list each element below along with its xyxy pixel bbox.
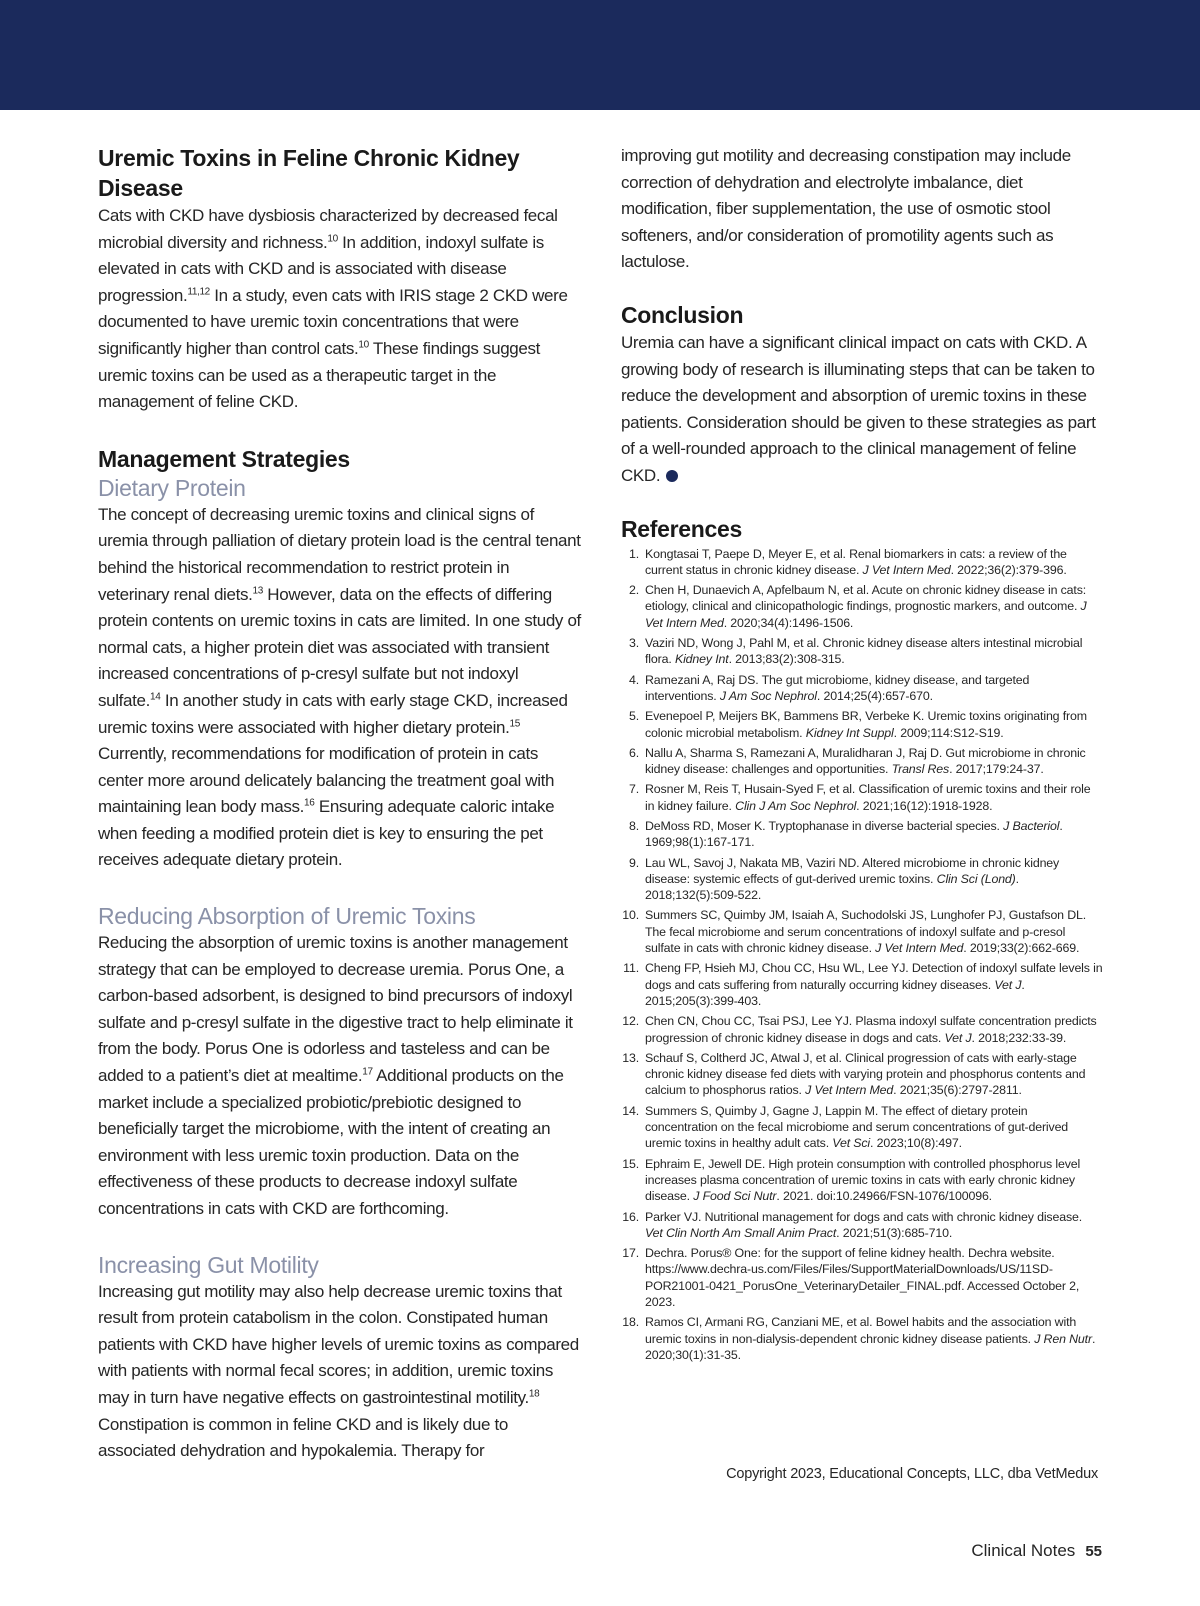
reference-text: DeMoss RD, Moser K. Tryptophanase in diverse bacterial species.	[645, 818, 1004, 833]
reference-item	[621, 582, 1103, 631]
reference-item	[621, 1245, 1103, 1310]
reference-item	[621, 818, 1103, 851]
reference-text: Summers SC, Quimby JM, Isaiah A, Suchodolski JS, Lunghofer PJ, Gustafson DL. The fecal microbiome and serum concentrations of indoxyl sulfate and p-cresol sulfate in cats with chronic kidney disease.	[645, 908, 1087, 956]
reference-item	[621, 907, 1103, 956]
left-column	[98, 143, 584, 1465]
subheading-gut-motility: Increasing Gut Motility	[98, 1251, 319, 1278]
reference-journal: J Vet Intern Med	[645, 599, 1087, 630]
reference-citation: . 2015;205(3):399-403.	[645, 977, 1025, 1008]
reference-text: Chen H, Dunaevich A, Apfelbaum N, et al. Acute on chronic kidney disease in cats: etiology, clinical and clinicopathologic findings, prognostic markers, and outcome.	[645, 583, 1087, 614]
right-column	[621, 143, 1103, 1367]
reference-journal: J Vet Intern Med	[862, 562, 951, 577]
paragraph-reducing-absorption: Reducing the absorption of uremic toxins is another management strategy that can be employed to decrease uremia. Porus One, a carbon-based adsorbent, is designed to bind precursors of indoxyl sulfate and p-cresyl sulfate in the digestive tract to help eliminate it from the body. Porus One is odorless and tasteless and can be added to a patient’s diet at mealtime.$^{17}$ Additional products on the market include a specialized probiotic/prebiotic designed to beneficially target the microbiome, with the intent of creating an environment with less uremic toxin production. Data on the effectiveness of these products to decrease indoxyl sulfate concentrations in cats with CKD are forthcoming.	[98, 933, 573, 1218]
reference-citation: . 2018;232:33-39.	[971, 1030, 1067, 1045]
subheading-reducing-absorption: Reducing Absorption of Uremic Toxins	[98, 903, 476, 930]
reference-number: 9.	[628, 855, 639, 870]
reference-number: 2.	[628, 583, 639, 598]
reference-journal: J Bacteriol	[1003, 818, 1060, 833]
reference-text: Schauf S, Coltherd JC, Atwal J, et al. Clinical progression of cats with early-stage chronic kidney disease fed diets with varying protein and phosphorus contents and calcium to phosphorus ratios.	[645, 1050, 1086, 1098]
reference-journal: Vet J	[994, 977, 1022, 992]
reference-number: 1.	[628, 546, 639, 561]
reference-number: 3.	[628, 636, 639, 651]
end-mark-icon	[666, 470, 678, 482]
reference-journal: Clin J Am Soc Nephrol	[735, 798, 857, 813]
reference-item	[621, 1013, 1103, 1046]
reference-item	[621, 1103, 1103, 1152]
header-banner	[0, 0, 1200, 110]
reference-text: Vaziri ND, Wong J, Pahl M, et al. Chronic kidney disease alters intestinal microbial flora.	[645, 636, 1083, 667]
page-number: 55	[1085, 1543, 1102, 1560]
reference-number: 10.	[622, 908, 639, 923]
copyright-text: Copyright 2023, Educational Concepts, LLC, dba VetMedux	[726, 1466, 1098, 1482]
reference-item	[621, 1314, 1103, 1363]
reference-number: 13.	[622, 1050, 639, 1065]
reference-text: Kongtasai T, Paepe D, Meyer E, et al. Renal biomarkers in cats: a review of the current status in chronic kidney disease.	[645, 546, 1067, 577]
reference-text: Evenepoel P, Meijers BK, Bammens BR, Verbeke K. Uremic toxins originating from colonic microbial metabolism.	[645, 709, 1087, 740]
reference-number: 4.	[628, 672, 639, 687]
reference-citation: . 2014;25(4):657-670.	[816, 688, 933, 703]
section-title-uremic-toxins: Uremic Toxins in Feline Chronic Kidney Disease	[98, 145, 520, 201]
reference-text: Ramos CI, Armani RG, Canziani ME, et al. Bowel habits and the association with uremic toxins in non-dialysis-dependent chronic kidney disease patients.	[645, 1315, 1077, 1346]
reference-item	[621, 708, 1103, 741]
reference-citation: . 2022;36(2):379-396.	[950, 562, 1067, 577]
reference-journal: Kidney Int	[674, 652, 729, 667]
reference-citation: . 2021;16(12):1918-1928.	[856, 798, 993, 813]
reference-item	[621, 745, 1103, 778]
reference-citation: . 2013;83(2):308-315.	[728, 652, 845, 667]
paragraph-uremic-toxins: Cats with CKD have dysbiosis characterized by decreased fecal microbial diversity and richness.$^{10}$ In addition, indoxyl sulfate is elevated in cats with CKD and is associated with disease progression.$^{11,12}$ In a study, even cats with IRIS stage 2 CKD were documented to have uremic toxin concentrations that were significantly higher than control cats.$^{10}$ These findings suggest uremic toxins can be used as a therapeutic target in the management of feline CKD.	[98, 206, 568, 412]
reference-text: Dechra. Porus® One: for the support of feline kidney health. Dechra website. https://www.dechra-us.com/Files/Files/SupportMaterialDownloads/US/11SD-POR21001-0421_PorusOne_VeterinaryDetailer_FINAL.pdf. Accessed October 2, 2023.	[645, 1246, 1080, 1309]
reference-journal: J Ren Nutr	[1034, 1331, 1092, 1346]
reference-citation: . 2009;114:S12-S19.	[893, 725, 1004, 740]
reference-item	[621, 1050, 1103, 1099]
reference-journal: Transl Res	[891, 762, 950, 777]
reference-journal: J Vet Intern Med	[805, 1083, 894, 1098]
paragraph-dietary-protein: The concept of decreasing uremic toxins and clinical signs of uremia through palliation of dietary protein load is the central tenant behind the historical recommendation to restrict protein in veterinary renal diets.$^{13}$ However, data on the effects of differing protein contents on uremic toxins in cats are limited. In one study of normal cats, a higher protein diet was associated with transient increased concentrations of p-cresyl sulfate but not indoxyl sulfate.$^{14}$ In another study in cats with early stage CKD, increased uremic toxins were associated with higher dietary protein.$^{15}$ Currently, recommendations for modification of protein in cats center more around delicately balancing the treatment goal with maintaining lean body mass.$^{16}$ Ensuring adequate caloric intake when feeding a modified protein diet is key to ensuring the pet receives adequate dietary protein.	[98, 504, 581, 870]
reference-item	[621, 1209, 1103, 1242]
reference-journal: Vet Sci	[832, 1136, 871, 1151]
references-list	[621, 546, 1103, 1364]
reference-citation: . 2018;132(5):509-522.	[645, 871, 1019, 903]
reference-text: Ramezani A, Raj DS. The gut microbiome, kidney disease, and targeted interventions.	[645, 672, 1030, 703]
reference-journal: J Food Sci Nutr	[693, 1189, 777, 1204]
reference-citation: . 2019;33(2):662-669.	[963, 941, 1080, 956]
paragraph-gut-motility: Increasing gut motility may also help decrease uremic toxins that result from protein catabolism in the colon. Constipated human patients with CKD have higher levels of uremic toxins as compared with patients with normal fecal scores; in addition, uremic toxins may in turn have negative effects on gastrointestinal motility.$^{18}$ Constipation is common in feline CKD and is likely due to associated dehydration and hypokalemia. Therapy for	[98, 1281, 579, 1461]
reference-journal: J Am Soc Nephrol	[719, 688, 817, 703]
reference-journal: Vet J	[944, 1030, 972, 1045]
reference-text: Nallu A, Sharma S, Ramezani A, Muralidharan J, Raj D. Gut microbiome in chronic kidney disease: challenges and opportunities.	[645, 745, 1086, 777]
reference-text: Ephraim E, Jewell DE. High protein consumption with controlled phosphorus level increases plasma concentration of uremic toxins in cats with early chronic kidney disease.	[645, 1156, 1081, 1204]
footer-section-name: Clinical Notes	[971, 1541, 1076, 1560]
section-title-conclusion: Conclusion	[621, 301, 744, 328]
reference-item	[621, 672, 1103, 705]
reference-citation: . 2023;10(8):497.	[870, 1136, 962, 1151]
reference-item	[621, 546, 1103, 579]
page-footer	[971, 1541, 1102, 1561]
reference-text: Chen CN, Chou CC, Tsai PSJ, Lee YJ. Plasma indoxyl sulfate concentration predicts progression of chronic kidney disease in dogs and cats.	[645, 1014, 1097, 1045]
reference-citation: . 2021;35(6):2797-2811.	[893, 1083, 1022, 1098]
reference-item	[621, 635, 1103, 668]
reference-citation: . 2020;30(1):31-35.	[645, 1331, 1096, 1362]
section-title-references: References	[621, 515, 743, 542]
reference-journal: Clin Sci (Lond)	[936, 871, 1016, 886]
reference-number: 17.	[622, 1246, 639, 1261]
reference-number: 6.	[628, 745, 639, 760]
reference-text: Cheng FP, Hsieh MJ, Chou CC, Hsu WL, Lee YJ. Detection of indoxyl sulfate levels in dogs and cats suffering from naturally occurring kidney diseases.	[645, 961, 1103, 992]
reference-item	[621, 781, 1103, 814]
reference-item	[621, 855, 1103, 904]
reference-citation: . 2017;179:24-37.	[949, 762, 1044, 777]
reference-number: 8.	[628, 818, 639, 833]
reference-number: 11.	[623, 961, 639, 976]
reference-citation: . 2021. doi:10.24966/FSN-1076/100096.	[776, 1189, 992, 1204]
reference-citation: . 2021;51(3):685-710.	[836, 1225, 953, 1240]
subheading-dietary-protein: Dietary Protein	[98, 474, 246, 501]
reference-text: Lau WL, Savoj J, Nakata MB, Vaziri ND. Altered microbiome in chronic kidney disease: systemic effects of gut-derived uremic toxins.	[645, 855, 1060, 886]
reference-journal: J Vet Intern Med	[875, 941, 964, 956]
reference-citation: . 2020;34(4):1496-1506.	[723, 615, 854, 630]
section-title-management: Management Strategies	[98, 445, 350, 472]
reference-item	[621, 1156, 1103, 1205]
reference-item	[621, 960, 1103, 1009]
reference-number: 7.	[628, 782, 639, 797]
reference-citation: . 1969;98(1):167-171.	[645, 818, 1063, 850]
reference-number: 15.	[622, 1156, 639, 1171]
reference-number: 12.	[622, 1014, 639, 1029]
reference-number: 18.	[622, 1315, 639, 1330]
reference-number: 16.	[622, 1209, 639, 1224]
reference-text: Summers S, Quimby J, Gagne J, Lappin M. The effect of dietary protein concentration on the fecal microbiome and serum concentrations of gut-derived uremic toxins in healthy adult cats.	[645, 1103, 1069, 1151]
reference-number: 5.	[628, 709, 639, 724]
paragraph-gut-motility-continued: improving gut motility and decreasing constipation may include correction of dehydration and electrolyte imbalance, diet modification, fiber supplementation, the use of osmotic stool softeners, and/or consideration of promotility agents such as lactulose.	[621, 146, 1071, 272]
reference-journal: Vet Clin North Am Small Anim Pract	[645, 1225, 837, 1240]
reference-text: Rosner M, Reis T, Husain-Syed F, et al. Classification of uremic toxins and their role in kidney failure.	[645, 782, 1091, 813]
reference-number: 14.	[622, 1103, 639, 1118]
reference-text: Parker VJ. Nutritional management for dogs and cats with chronic kidney disease.	[645, 1209, 1083, 1224]
reference-journal: Kidney Int Suppl	[805, 725, 894, 740]
paragraph-conclusion: Uremia can have a significant clinical impact on cats with CKD. A growing body of research is illuminating steps that can be taken to reduce the development and absorption of uremic toxins in these patients. Consideration should be given to these strategies as part of a well-rounded approach to the clinical management of feline CKD.	[621, 332, 1096, 485]
